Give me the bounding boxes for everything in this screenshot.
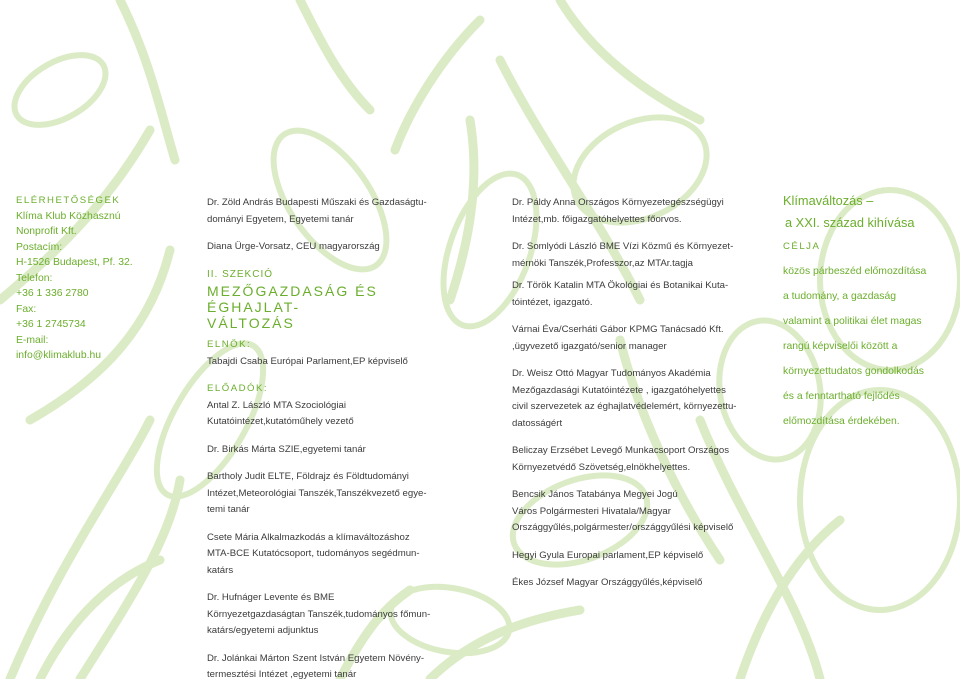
goal-column	[783, 190, 953, 434]
speaker-line: Környezetgazdaságtan Tanszék,tudományos főmun-	[207, 608, 431, 620]
speakers-column-3	[512, 195, 762, 592]
speaker-line: Környezetvédő Szövetség,elnökhelyettes.	[512, 461, 691, 473]
speaker-line: Dr. Birkás Márta SZIE,egyetemi tanár	[207, 443, 366, 455]
speaker-line: datosságért	[512, 417, 563, 429]
fax-label: Fax:	[16, 303, 37, 315]
org-name-2: Nonprofit Kft.	[16, 226, 77, 237]
speaker-line: Országgyűlés,polgármester/országgyűlési képviselő	[512, 522, 734, 533]
speaker-line: Hegyi Gyula Europai parlament,EP képviselő	[512, 549, 704, 561]
speaker-line: Diana Ürge-Vorsatz, CEU magyarország	[207, 241, 380, 252]
speaker-line: Csete Mária Alkalmazkodás a klímaváltozáshoz	[207, 531, 410, 543]
speaker-line: Intézet,mb. főigazgatóhelyettes főorvos.	[512, 213, 682, 225]
speaker-line: Dr. Hufnáger Levente és BME	[207, 592, 335, 603]
speaker-line: Város Polgármesteri Hivatala/Magyar	[512, 505, 671, 517]
chair-label: ELNÖK:	[207, 339, 252, 350]
section-two-column	[207, 195, 457, 684]
speaker-line: tóintézet, igazgató.	[512, 296, 593, 308]
goal-line: a tudomány, a gazdaság	[783, 291, 897, 302]
speaker-line: katárs/egyetemi adjunktus	[207, 625, 319, 636]
goal-line: közös párbeszéd előmozdítása	[783, 266, 927, 277]
address: H-1526 Budapest, Pf. 32.	[16, 257, 133, 268]
speaker-line: Dr. Zöld András Budapesti Műszaki és Gazdaságtu-	[207, 197, 427, 208]
org-name: Klíma Klub Közhasznú	[16, 210, 121, 222]
section-title-cont: VÁLTOZÁS	[207, 315, 295, 331]
contact-heading: ELÉRHETŐSÉGEK	[16, 195, 121, 206]
speaker-line: Bencsik János Tatabánya Megyei Jogú	[512, 489, 678, 500]
goal-line: és a fenntartható fejlődés	[783, 391, 900, 402]
address-label: Postacím:	[16, 241, 63, 253]
speaker-line: Dr. Somlyódi László BME Vízi Közmű és Környezet-	[512, 241, 734, 252]
speaker-line: Kutatóintézet,kutatóműhely vezető	[207, 416, 354, 427]
contact-block	[16, 193, 166, 364]
speaker-line: Beliczay Erzsébet Levegő Munkacsoport Országos	[512, 445, 730, 456]
email-label: E-mail:	[16, 334, 49, 346]
phone-label: Telefon:	[16, 272, 53, 284]
speaker-line: Várnai Éva/Cserháti Gábor KPMG Tanácsadó Kft.	[512, 324, 724, 335]
speaker-line: katárs	[207, 564, 234, 576]
speaker-line: termesztési Intézet ,egyetemi tanár	[207, 669, 357, 680]
speaker-line: temi tanár	[207, 504, 250, 515]
fax: +36 1 2745734	[16, 319, 86, 330]
speaker-line: civil szervezetek az éghajlatvédelemért, környezettu-	[512, 401, 737, 412]
goal-line: rangú képviselői között a	[783, 341, 898, 352]
goal-line: valamint a politikai élet magas	[783, 316, 922, 327]
speakers-label: ELŐADÓK:	[207, 383, 269, 394]
speaker-line: dományi Egyetem, Egyetemi tanár	[207, 213, 354, 225]
goal-label: CÉLJA	[783, 241, 821, 252]
speaker-line: ,ügyvezető igazgató/senior manager	[512, 340, 667, 352]
speaker-line: mérnöki Tanszék,Professzor,az MTAr.tagja	[512, 257, 693, 269]
speaker-line: Ékes József Magyar Országgyűlés,képviselő	[512, 577, 703, 588]
speaker-line: Bartholy Judit ELTE, Földrajz és Földtudományi	[207, 471, 409, 482]
event-title: Klímaváltozás –	[783, 193, 874, 208]
speaker-line: Antal Z. László MTA Szociológiai	[207, 399, 346, 411]
email-link[interactable]: info@klimaklub.hu	[16, 350, 102, 361]
speaker-line: Dr. Weisz Ottó Magyar Tudományos Akadémia	[512, 368, 711, 379]
speaker-line: Mezőgazdasági Kutatóintézete , igazgatóhelyettes	[512, 384, 726, 396]
speaker-line: Dr. Páldy Anna Országos Környezetegészségügyi	[512, 197, 724, 208]
event-title-cont: a XXI. század kihívása	[785, 215, 915, 230]
speaker-line: Dr. Török Katalin MTA Ökológiai és Botanikai Kuta-	[512, 280, 729, 291]
speaker-line: Dr. Jolánkai Márton Szent István Egyetem Növény-	[207, 652, 425, 664]
goal-line: környezettudatos gondolkodás	[783, 366, 924, 377]
speaker-line: Intézet,Meteorológiai Tanszék,Tanszékvezető egye-	[207, 487, 427, 499]
section-title: MEZŐGAZDASÁG ÉS ÉGHAJLAT-	[207, 283, 378, 315]
section-number: II. SZEKCIÓ	[207, 268, 274, 280]
phone: +36 1 336 2780	[16, 288, 89, 299]
speaker-line: MTA-BCE Kutatócsoport, tudományos segédmun-	[207, 548, 420, 559]
goal-line: előmozdítása érdekében.	[783, 416, 900, 427]
chair-name: Tabajdi Csaba Európai Parlament,EP képviselő	[207, 355, 408, 367]
